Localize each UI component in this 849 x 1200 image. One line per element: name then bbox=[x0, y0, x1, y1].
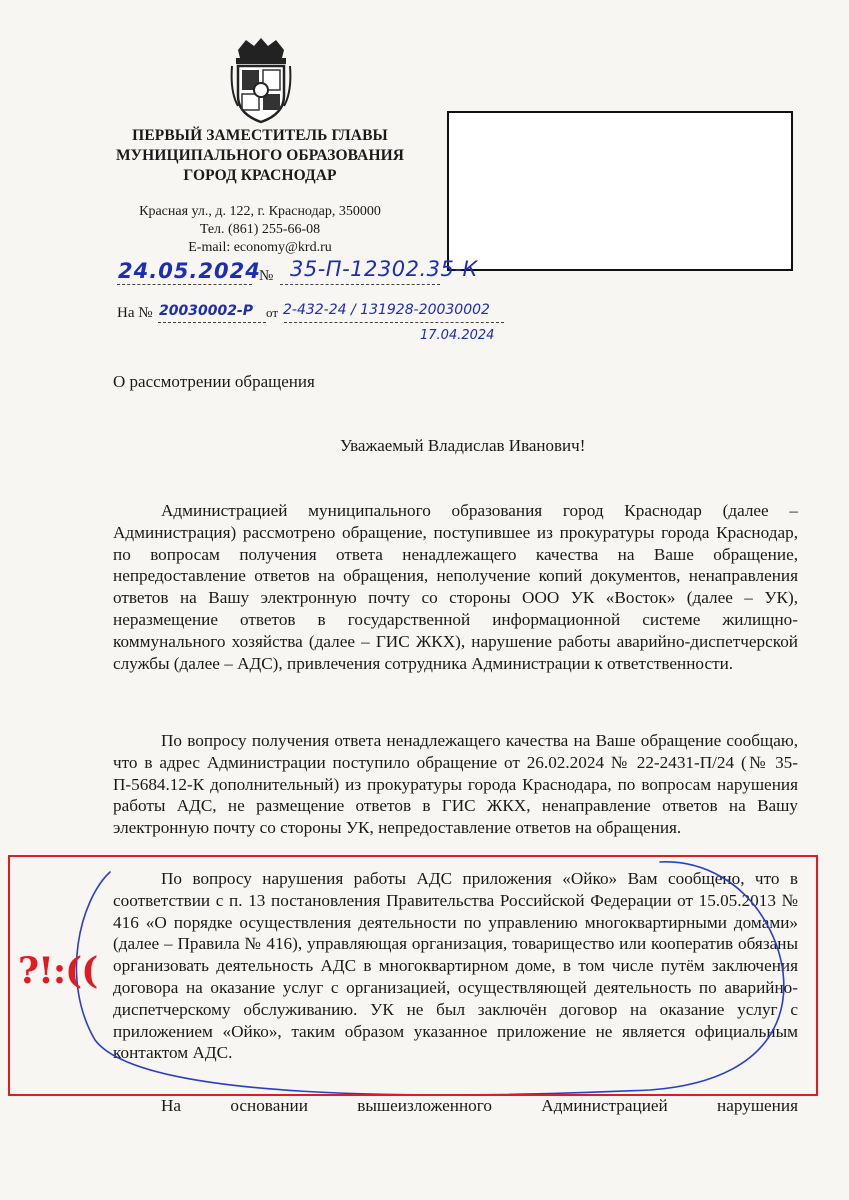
ref-date: 17.04.2024 bbox=[420, 328, 495, 343]
ref-number2: 2-432-24 / 131928-20030002 bbox=[283, 302, 490, 318]
letter-paragraph bbox=[113, 730, 798, 839]
organization-title bbox=[100, 126, 420, 186]
ref-from: от bbox=[266, 305, 279, 320]
ref-number-underline bbox=[158, 322, 266, 323]
paragraph-text: Администрацией муниципального образования город Краснодар (далее – Администрация) рассмотрено обращение, поступившее из прокуратуры города Краснодар, по вопросам получения ответа ненадлежащего качества на Ваше обращение, непредоставление ответов на обращения, неполучение копий документов, ненаправления ответов на Вашу электронную почту со стороны ООО УК «Восток» (далее – УК), неразмещение ответов в государственной информационной системе жилищно-коммунального хозяйства (далее – ГИС ЖКХ), нарушение работы аварийно-диспетчерской службы (далее – АДС), привлечения сотрудника Администрации к ответственности. bbox=[113, 501, 798, 673]
reg-date: 24.05.2024 bbox=[118, 259, 261, 283]
letter-subject: О рассмотрении обращения bbox=[113, 372, 315, 391]
paragraph-text: На основании вышеизложенного Администрацией нарушения bbox=[161, 1096, 798, 1115]
paragraph-text: По вопросу получения ответа ненадлежащего качества на Ваше обращение сообщаю, что в адрес Администрации поступило обращение от 26.02.2024 № 22-2431-П/24 (№ 35-П-5684.12-К дополнительный) из прокуратуры города Краснодара, по вопросам нарушения работы АДС, не размещение ответов в ГИС ЖКХ, ненаправление ответов на Вашу электронную почту со стороны УК, непредоставление ответов на обращения. bbox=[113, 731, 798, 838]
highlight-frame bbox=[8, 855, 818, 1096]
organization-title-line: ГОРОД КРАСНОДАР bbox=[183, 167, 337, 184]
coat-of-arms-icon bbox=[230, 36, 292, 124]
recipient-address-box bbox=[447, 111, 793, 271]
date-underline bbox=[117, 284, 252, 285]
email-line: E-mail: economy@krd.ru bbox=[188, 240, 332, 255]
letter-greeting: Уважаемый Владислав Иванович! bbox=[340, 436, 586, 455]
letter-paragraph bbox=[113, 500, 798, 674]
ref-number: 20030002-P bbox=[159, 303, 254, 319]
ref-label: На № bbox=[117, 305, 153, 321]
annotation-note: ?!:(( bbox=[18, 950, 98, 992]
organization-contacts bbox=[100, 203, 420, 257]
phone-line: Тел. (861) 255-66-08 bbox=[199, 222, 321, 237]
reg-number: 35-П-12302.35-К bbox=[290, 257, 478, 281]
address-line: Красная ул., д. 122, г. Краснодар, 350000 bbox=[139, 204, 381, 219]
paragraph-text: По вопросу нарушения работы АДС приложения «Ойко» Вам сообщено, что в соответствии с п. 13 постановления Правительства Российской Федерации от 15.05.2013 № 416 «О порядке осуществления деятельности по управлению многоквартирными домами» (далее – Правила № 416), управляющая организация, товарищество или кооператив обязаны организовать деятельность АДС в многоквартирном доме, в том числе путём заключения договора на оказание услуг с организацией, осуществляющей деятельность по аварийно-диспетчерскому обслуживанию. УК не был заключён договор на оказание услуг с приложением «Ойко», таким образом указанное приложение не является официальным контактом АДС. bbox=[113, 869, 798, 1063]
ref-number2-underline bbox=[284, 322, 504, 323]
organization-title-line: ПЕРВЫЙ ЗАМЕСТИТЕЛЬ ГЛАВЫ bbox=[132, 127, 388, 144]
letter-paragraph bbox=[113, 1095, 798, 1117]
organization-title-line: МУНИЦИПАЛЬНОГО ОБРАЗОВАНИЯ bbox=[115, 147, 405, 164]
number-underline bbox=[280, 284, 440, 285]
number-sign: № bbox=[259, 268, 274, 284]
